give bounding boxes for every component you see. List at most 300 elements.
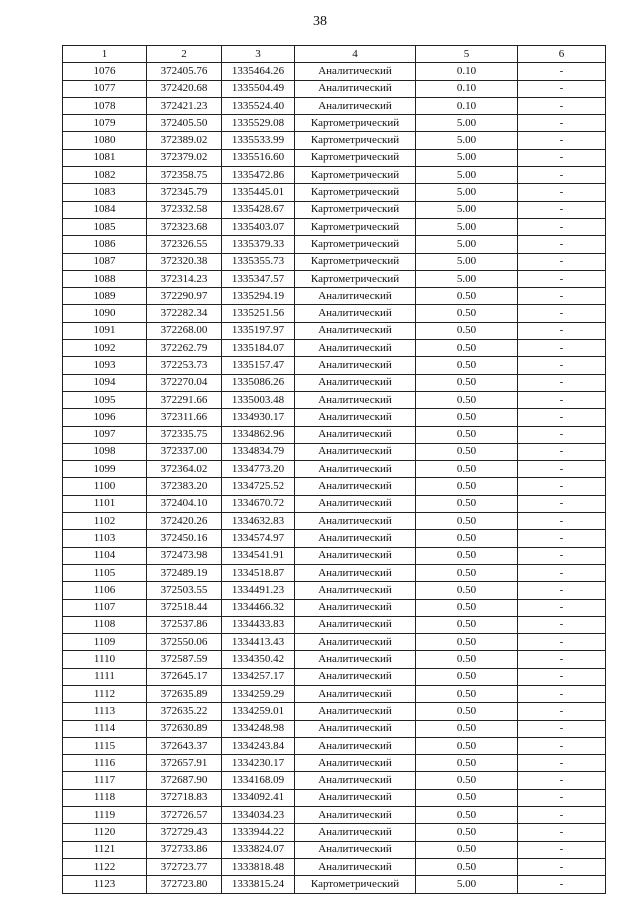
point-number-cell: 1096 <box>63 409 147 426</box>
method-cell: Аналитический <box>295 305 416 322</box>
note-cell: - <box>518 322 606 339</box>
x-coordinate-cell: 372420.68 <box>147 80 222 97</box>
method-cell: Картометрический <box>295 876 416 893</box>
table-row <box>63 737 606 754</box>
y-coordinate-cell: 1335347.57 <box>222 270 295 287</box>
point-number-cell: 1102 <box>63 513 147 530</box>
note-cell: - <box>518 772 606 789</box>
method-cell: Аналитический <box>295 703 416 720</box>
method-cell: Аналитический <box>295 616 416 633</box>
point-number-cell: 1108 <box>63 616 147 633</box>
x-coordinate-cell: 372503.55 <box>147 582 222 599</box>
method-cell: Аналитический <box>295 530 416 547</box>
y-coordinate-cell: 1334491.23 <box>222 582 295 599</box>
y-coordinate-cell: 1335403.07 <box>222 218 295 235</box>
accuracy-cell: 0.50 <box>416 807 518 824</box>
table-row <box>63 720 606 737</box>
x-coordinate-cell: 372718.83 <box>147 789 222 806</box>
note-cell: - <box>518 374 606 391</box>
x-coordinate-cell: 372635.22 <box>147 703 222 720</box>
note-cell: - <box>518 270 606 287</box>
method-cell: Аналитический <box>295 63 416 80</box>
x-coordinate-cell: 372405.76 <box>147 63 222 80</box>
y-coordinate-cell: 1334168.09 <box>222 772 295 789</box>
method-cell: Аналитический <box>295 858 416 875</box>
method-cell: Картометрический <box>295 236 416 253</box>
accuracy-cell: 0.50 <box>416 789 518 806</box>
accuracy-cell: 0.50 <box>416 461 518 478</box>
x-coordinate-cell: 372345.79 <box>147 184 222 201</box>
note-cell: - <box>518 80 606 97</box>
point-number-cell: 1086 <box>63 236 147 253</box>
x-coordinate-cell: 372726.57 <box>147 807 222 824</box>
y-coordinate-cell: 1335504.49 <box>222 80 295 97</box>
x-coordinate-cell: 372291.66 <box>147 391 222 408</box>
method-cell: Аналитический <box>295 582 416 599</box>
table-row <box>63 115 606 132</box>
accuracy-cell: 5.00 <box>416 218 518 235</box>
point-number-cell: 1110 <box>63 651 147 668</box>
y-coordinate-cell: 1334230.17 <box>222 755 295 772</box>
note-cell: - <box>518 789 606 806</box>
note-cell: - <box>518 97 606 114</box>
accuracy-cell: 0.50 <box>416 755 518 772</box>
x-coordinate-cell: 372687.90 <box>147 772 222 789</box>
table-row <box>63 478 606 495</box>
method-cell: Аналитический <box>295 513 416 530</box>
y-coordinate-cell: 1334466.32 <box>222 599 295 616</box>
method-cell: Аналитический <box>295 737 416 754</box>
point-number-cell: 1099 <box>63 461 147 478</box>
point-number-cell: 1109 <box>63 634 147 651</box>
accuracy-cell: 0.50 <box>416 616 518 633</box>
point-number-cell: 1115 <box>63 737 147 754</box>
point-number-cell: 1093 <box>63 357 147 374</box>
accuracy-cell: 0.50 <box>416 547 518 564</box>
x-coordinate-cell: 372473.98 <box>147 547 222 564</box>
x-coordinate-cell: 372630.89 <box>147 720 222 737</box>
table-row <box>63 582 606 599</box>
point-number-cell: 1122 <box>63 858 147 875</box>
note-cell: - <box>518 218 606 235</box>
point-number-cell: 1077 <box>63 80 147 97</box>
table-row <box>63 305 606 322</box>
method-cell: Аналитический <box>295 288 416 305</box>
note-cell: - <box>518 807 606 824</box>
x-coordinate-cell: 372383.20 <box>147 478 222 495</box>
point-number-cell: 1088 <box>63 270 147 287</box>
accuracy-cell: 0.50 <box>416 703 518 720</box>
accuracy-cell: 0.50 <box>416 720 518 737</box>
x-coordinate-cell: 372282.34 <box>147 305 222 322</box>
method-cell: Аналитический <box>295 720 416 737</box>
accuracy-cell: 0.50 <box>416 391 518 408</box>
y-coordinate-cell: 1334574.97 <box>222 530 295 547</box>
note-cell: - <box>518 824 606 841</box>
y-coordinate-cell: 1335524.40 <box>222 97 295 114</box>
y-coordinate-cell: 1334541.91 <box>222 547 295 564</box>
x-coordinate-cell: 372311.66 <box>147 409 222 426</box>
table-row <box>63 634 606 651</box>
method-cell: Аналитический <box>295 668 416 685</box>
table-row <box>63 858 606 875</box>
table-row <box>63 357 606 374</box>
point-number-cell: 1114 <box>63 720 147 737</box>
point-number-cell: 1107 <box>63 599 147 616</box>
method-cell: Картометрический <box>295 253 416 270</box>
accuracy-cell: 0.50 <box>416 841 518 858</box>
y-coordinate-cell: 1334930.17 <box>222 409 295 426</box>
point-number-cell: 1085 <box>63 218 147 235</box>
method-cell: Картометрический <box>295 149 416 166</box>
x-coordinate-cell: 372489.19 <box>147 564 222 581</box>
point-number-cell: 1113 <box>63 703 147 720</box>
accuracy-cell: 5.00 <box>416 236 518 253</box>
accuracy-cell: 0.50 <box>416 513 518 530</box>
note-cell: - <box>518 443 606 460</box>
note-cell: - <box>518 426 606 443</box>
table-row <box>63 80 606 97</box>
point-number-cell: 1120 <box>63 824 147 841</box>
note-cell: - <box>518 63 606 80</box>
column-header: 4 <box>295 46 416 63</box>
table-row <box>63 426 606 443</box>
note-cell: - <box>518 530 606 547</box>
y-coordinate-cell: 1334350.42 <box>222 651 295 668</box>
method-cell: Аналитический <box>295 409 416 426</box>
y-coordinate-cell: 1335184.07 <box>222 340 295 357</box>
method-cell: Аналитический <box>295 357 416 374</box>
method-cell: Аналитический <box>295 97 416 114</box>
x-coordinate-cell: 372379.02 <box>147 149 222 166</box>
point-number-cell: 1121 <box>63 841 147 858</box>
accuracy-cell: 5.00 <box>416 115 518 132</box>
x-coordinate-cell: 372364.02 <box>147 461 222 478</box>
point-number-cell: 1090 <box>63 305 147 322</box>
method-cell: Аналитический <box>295 391 416 408</box>
y-coordinate-cell: 1335251.56 <box>222 305 295 322</box>
y-coordinate-cell: 1335516.60 <box>222 149 295 166</box>
y-coordinate-cell: 1335086.26 <box>222 374 295 391</box>
accuracy-cell: 0.50 <box>416 288 518 305</box>
point-number-cell: 1116 <box>63 755 147 772</box>
y-coordinate-cell: 1334834.79 <box>222 443 295 460</box>
accuracy-cell: 0.50 <box>416 495 518 512</box>
point-number-cell: 1084 <box>63 201 147 218</box>
table-row <box>63 841 606 858</box>
point-number-cell: 1119 <box>63 807 147 824</box>
y-coordinate-cell: 1334259.01 <box>222 703 295 720</box>
x-coordinate-cell: 372270.04 <box>147 374 222 391</box>
accuracy-cell: 0.10 <box>416 97 518 114</box>
note-cell: - <box>518 149 606 166</box>
method-cell: Аналитический <box>295 374 416 391</box>
y-coordinate-cell: 1334248.98 <box>222 720 295 737</box>
note-cell: - <box>518 340 606 357</box>
table-row <box>63 599 606 616</box>
method-cell: Аналитический <box>295 478 416 495</box>
note-cell: - <box>518 685 606 702</box>
accuracy-cell: 5.00 <box>416 201 518 218</box>
point-number-cell: 1094 <box>63 374 147 391</box>
accuracy-cell: 5.00 <box>416 876 518 893</box>
accuracy-cell: 0.50 <box>416 651 518 668</box>
point-number-cell: 1104 <box>63 547 147 564</box>
method-cell: Аналитический <box>295 322 416 339</box>
accuracy-cell: 0.50 <box>416 374 518 391</box>
note-cell: - <box>518 668 606 685</box>
point-number-cell: 1083 <box>63 184 147 201</box>
point-number-cell: 1076 <box>63 63 147 80</box>
point-number-cell: 1097 <box>63 426 147 443</box>
y-coordinate-cell: 1334413.43 <box>222 634 295 651</box>
accuracy-cell: 0.50 <box>416 340 518 357</box>
note-cell: - <box>518 201 606 218</box>
point-number-cell: 1117 <box>63 772 147 789</box>
table-row <box>63 807 606 824</box>
point-number-cell: 1092 <box>63 340 147 357</box>
accuracy-cell: 0.50 <box>416 772 518 789</box>
y-coordinate-cell: 1334670.72 <box>222 495 295 512</box>
note-cell: - <box>518 582 606 599</box>
table-row <box>63 167 606 184</box>
note-cell: - <box>518 132 606 149</box>
table-row <box>63 824 606 841</box>
accuracy-cell: 5.00 <box>416 184 518 201</box>
point-number-cell: 1080 <box>63 132 147 149</box>
method-cell: Аналитический <box>295 634 416 651</box>
table-row <box>63 201 606 218</box>
y-coordinate-cell: 1335529.08 <box>222 115 295 132</box>
accuracy-cell: 0.50 <box>416 478 518 495</box>
x-coordinate-cell: 372643.37 <box>147 737 222 754</box>
table-row <box>63 443 606 460</box>
x-coordinate-cell: 372358.75 <box>147 167 222 184</box>
method-cell: Аналитический <box>295 599 416 616</box>
x-coordinate-cell: 372320.38 <box>147 253 222 270</box>
x-coordinate-cell: 372550.06 <box>147 634 222 651</box>
column-header: 1 <box>63 46 147 63</box>
method-cell: Картометрический <box>295 184 416 201</box>
table-row <box>63 288 606 305</box>
point-number-cell: 1101 <box>63 495 147 512</box>
point-number-cell: 1103 <box>63 530 147 547</box>
note-cell: - <box>518 616 606 633</box>
method-cell: Аналитический <box>295 755 416 772</box>
note-cell: - <box>518 305 606 322</box>
table-row <box>63 530 606 547</box>
y-coordinate-cell: 1335445.01 <box>222 184 295 201</box>
accuracy-cell: 0.50 <box>416 668 518 685</box>
note-cell: - <box>518 409 606 426</box>
accuracy-cell: 0.50 <box>416 634 518 651</box>
table-row <box>63 703 606 720</box>
table-row <box>63 685 606 702</box>
x-coordinate-cell: 372733.86 <box>147 841 222 858</box>
note-cell: - <box>518 495 606 512</box>
y-coordinate-cell: 1334259.29 <box>222 685 295 702</box>
method-cell: Аналитический <box>295 685 416 702</box>
x-coordinate-cell: 372729.43 <box>147 824 222 841</box>
note-cell: - <box>518 357 606 374</box>
point-number-cell: 1078 <box>63 97 147 114</box>
accuracy-cell: 0.50 <box>416 599 518 616</box>
y-coordinate-cell: 1335294.19 <box>222 288 295 305</box>
table-row <box>63 789 606 806</box>
table-row <box>63 876 606 893</box>
x-coordinate-cell: 372404.10 <box>147 495 222 512</box>
y-coordinate-cell: 1334725.52 <box>222 478 295 495</box>
method-cell: Картометрический <box>295 201 416 218</box>
x-coordinate-cell: 372518.44 <box>147 599 222 616</box>
accuracy-cell: 0.50 <box>416 426 518 443</box>
note-cell: - <box>518 634 606 651</box>
table-row <box>63 755 606 772</box>
x-coordinate-cell: 372314.23 <box>147 270 222 287</box>
column-header: 6 <box>518 46 606 63</box>
method-cell: Аналитический <box>295 772 416 789</box>
method-cell: Картометрический <box>295 115 416 132</box>
y-coordinate-cell: 1335003.48 <box>222 391 295 408</box>
x-coordinate-cell: 372723.77 <box>147 858 222 875</box>
table-body <box>63 63 606 893</box>
accuracy-cell: 0.50 <box>416 530 518 547</box>
point-number-cell: 1095 <box>63 391 147 408</box>
note-cell: - <box>518 737 606 754</box>
y-coordinate-cell: 1335464.26 <box>222 63 295 80</box>
point-number-cell: 1098 <box>63 443 147 460</box>
accuracy-cell: 0.50 <box>416 685 518 702</box>
note-cell: - <box>518 755 606 772</box>
method-cell: Аналитический <box>295 789 416 806</box>
method-cell: Аналитический <box>295 443 416 460</box>
note-cell: - <box>518 513 606 530</box>
table-row <box>63 236 606 253</box>
note-cell: - <box>518 288 606 305</box>
point-number-cell: 1106 <box>63 582 147 599</box>
y-coordinate-cell: 1334243.84 <box>222 737 295 754</box>
accuracy-cell: 5.00 <box>416 253 518 270</box>
table-row <box>63 218 606 235</box>
note-cell: - <box>518 651 606 668</box>
note-cell: - <box>518 236 606 253</box>
accuracy-cell: 0.50 <box>416 443 518 460</box>
y-coordinate-cell: 1335533.99 <box>222 132 295 149</box>
accuracy-cell: 0.50 <box>416 305 518 322</box>
y-coordinate-cell: 1333818.48 <box>222 858 295 875</box>
table-row <box>63 564 606 581</box>
point-number-cell: 1081 <box>63 149 147 166</box>
coordinates-table <box>62 45 606 894</box>
method-cell: Картометрический <box>295 218 416 235</box>
method-cell: Аналитический <box>295 547 416 564</box>
note-cell: - <box>518 564 606 581</box>
method-cell: Аналитический <box>295 807 416 824</box>
table-row <box>63 461 606 478</box>
y-coordinate-cell: 1335379.33 <box>222 236 295 253</box>
note-cell: - <box>518 599 606 616</box>
note-cell: - <box>518 478 606 495</box>
accuracy-cell: 5.00 <box>416 132 518 149</box>
x-coordinate-cell: 372337.00 <box>147 443 222 460</box>
x-coordinate-cell: 372635.89 <box>147 685 222 702</box>
method-cell: Картометрический <box>295 132 416 149</box>
table-row <box>63 340 606 357</box>
point-number-cell: 1111 <box>63 668 147 685</box>
note-cell: - <box>518 253 606 270</box>
y-coordinate-cell: 1334433.83 <box>222 616 295 633</box>
accuracy-cell: 0.50 <box>416 858 518 875</box>
table-row <box>63 374 606 391</box>
table-row <box>63 616 606 633</box>
method-cell: Аналитический <box>295 824 416 841</box>
table-header-row <box>63 46 606 63</box>
y-coordinate-cell: 1333824.07 <box>222 841 295 858</box>
note-cell: - <box>518 720 606 737</box>
accuracy-cell: 5.00 <box>416 167 518 184</box>
point-number-cell: 1082 <box>63 167 147 184</box>
x-coordinate-cell: 372389.02 <box>147 132 222 149</box>
y-coordinate-cell: 1334092.41 <box>222 789 295 806</box>
method-cell: Аналитический <box>295 461 416 478</box>
x-coordinate-cell: 372450.16 <box>147 530 222 547</box>
point-number-cell: 1123 <box>63 876 147 893</box>
x-coordinate-cell: 372326.55 <box>147 236 222 253</box>
y-coordinate-cell: 1334632.83 <box>222 513 295 530</box>
column-header: 5 <box>416 46 518 63</box>
note-cell: - <box>518 858 606 875</box>
table-row <box>63 409 606 426</box>
page-number: 38 <box>313 14 327 29</box>
method-cell: Картометрический <box>295 270 416 287</box>
y-coordinate-cell: 1335355.73 <box>222 253 295 270</box>
note-cell: - <box>518 391 606 408</box>
method-cell: Аналитический <box>295 495 416 512</box>
x-coordinate-cell: 372657.91 <box>147 755 222 772</box>
note-cell: - <box>518 184 606 201</box>
accuracy-cell: 0.10 <box>416 63 518 80</box>
method-cell: Аналитический <box>295 564 416 581</box>
accuracy-cell: 0.50 <box>416 322 518 339</box>
x-coordinate-cell: 372537.86 <box>147 616 222 633</box>
x-coordinate-cell: 372335.75 <box>147 426 222 443</box>
method-cell: Аналитический <box>295 651 416 668</box>
note-cell: - <box>518 547 606 564</box>
note-cell: - <box>518 841 606 858</box>
table-row <box>63 184 606 201</box>
method-cell: Аналитический <box>295 340 416 357</box>
table-row <box>63 270 606 287</box>
x-coordinate-cell: 372290.97 <box>147 288 222 305</box>
table-row <box>63 772 606 789</box>
accuracy-cell: 0.50 <box>416 564 518 581</box>
note-cell: - <box>518 461 606 478</box>
method-cell: Аналитический <box>295 80 416 97</box>
table-row <box>63 668 606 685</box>
x-coordinate-cell: 372587.59 <box>147 651 222 668</box>
table-row <box>63 253 606 270</box>
column-header: 2 <box>147 46 222 63</box>
x-coordinate-cell: 372421.23 <box>147 97 222 114</box>
table-row <box>63 547 606 564</box>
x-coordinate-cell: 372405.50 <box>147 115 222 132</box>
accuracy-cell: 0.50 <box>416 737 518 754</box>
y-coordinate-cell: 1333815.24 <box>222 876 295 893</box>
column-header: 3 <box>222 46 295 63</box>
y-coordinate-cell: 1335197.97 <box>222 322 295 339</box>
accuracy-cell: 0.50 <box>416 582 518 599</box>
y-coordinate-cell: 1334034.23 <box>222 807 295 824</box>
